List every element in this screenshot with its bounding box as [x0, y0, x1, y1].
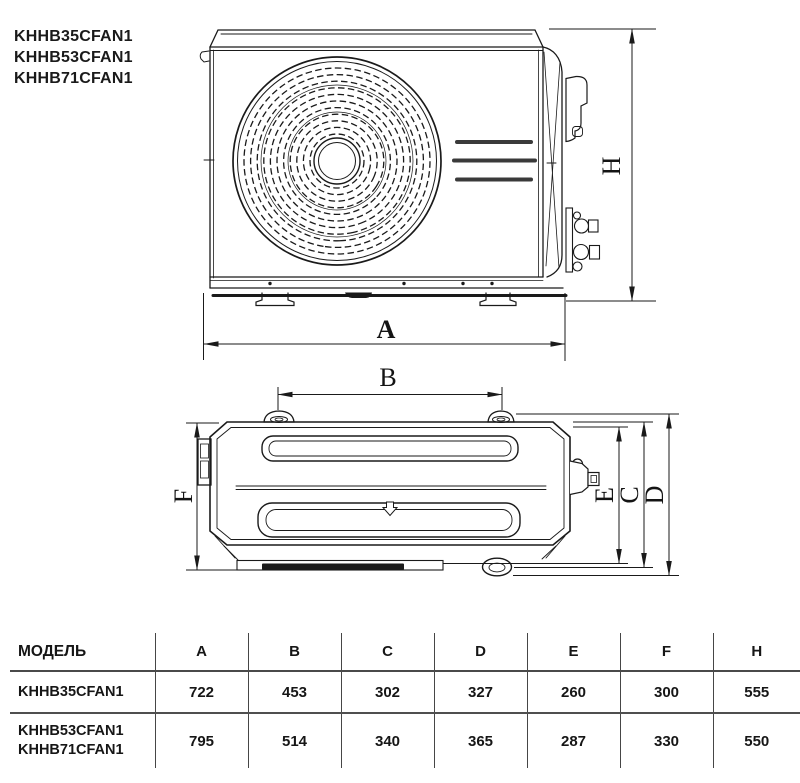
table-header-dim: D	[434, 633, 527, 671]
value-cell: 365	[434, 713, 527, 768]
value-cell: 302	[341, 671, 434, 713]
value-cell: 300	[620, 671, 713, 713]
value-cell: 260	[527, 671, 620, 713]
model-name: KHHB71CFAN1	[14, 70, 133, 87]
vent-slats	[452, 140, 537, 182]
service-valves	[566, 208, 600, 272]
dim-label-B: B	[379, 363, 397, 392]
dimensions-table-wrap	[10, 633, 800, 768]
valve-nut-icon	[575, 219, 589, 233]
drain-detail	[345, 293, 372, 299]
base-screws	[268, 282, 493, 285]
dim-label-A: A	[376, 315, 396, 344]
model-name: KHHB35CFAN1	[18, 683, 124, 700]
value-cell: 287	[527, 713, 620, 768]
model-name: KHHB35CFAN1	[14, 28, 133, 45]
valve-nut-icon	[574, 245, 589, 260]
left-clip	[200, 51, 209, 62]
model-name: KHHB53CFAN1	[14, 49, 133, 66]
top-view-dimensions	[186, 387, 679, 576]
table-header-dim: H	[713, 633, 800, 671]
value-cell: 330	[620, 713, 713, 768]
value-cell: 795	[155, 713, 248, 768]
value-cell: 722	[155, 671, 248, 713]
valve-port-icon	[574, 212, 581, 219]
value-cell: 453	[248, 671, 341, 713]
top-view-drawing	[198, 411, 599, 576]
fan-grille	[218, 42, 456, 280]
dim-label-D: D	[640, 485, 669, 505]
table-header-model: МОДЕЛЬ	[10, 633, 155, 671]
value-cell: 550	[713, 713, 800, 768]
dim-label-E: E	[590, 487, 619, 503]
valve-port-icon	[573, 262, 582, 271]
dim-label-F: F	[169, 488, 198, 504]
model-name: KHHB53CFAN1	[18, 723, 124, 739]
model-cell	[10, 671, 155, 713]
table-header-dim: F	[620, 633, 713, 671]
table-row	[10, 713, 800, 768]
molded-arrow-icon	[383, 502, 397, 516]
value-cell: 327	[434, 671, 527, 713]
table-header-dim: C	[341, 633, 434, 671]
model-cell	[10, 713, 155, 768]
table-header-dim: B	[248, 633, 341, 671]
foot-oval	[483, 558, 512, 576]
table-header-dim: E	[527, 633, 620, 671]
value-cell: 340	[341, 713, 434, 768]
dim-label-H: H	[597, 156, 626, 176]
table-row	[10, 671, 800, 713]
dim-label-C: C	[615, 486, 644, 504]
table-header-dim: A	[155, 633, 248, 671]
front-view-dimensions	[204, 29, 657, 361]
value-cell: 514	[248, 713, 341, 768]
mounting-bracket	[566, 76, 587, 141]
table-header-row	[10, 633, 800, 671]
value-cell: 555	[713, 671, 800, 713]
dimensions-table	[10, 633, 800, 768]
model-name: KHHB71CFAN1	[18, 742, 124, 758]
